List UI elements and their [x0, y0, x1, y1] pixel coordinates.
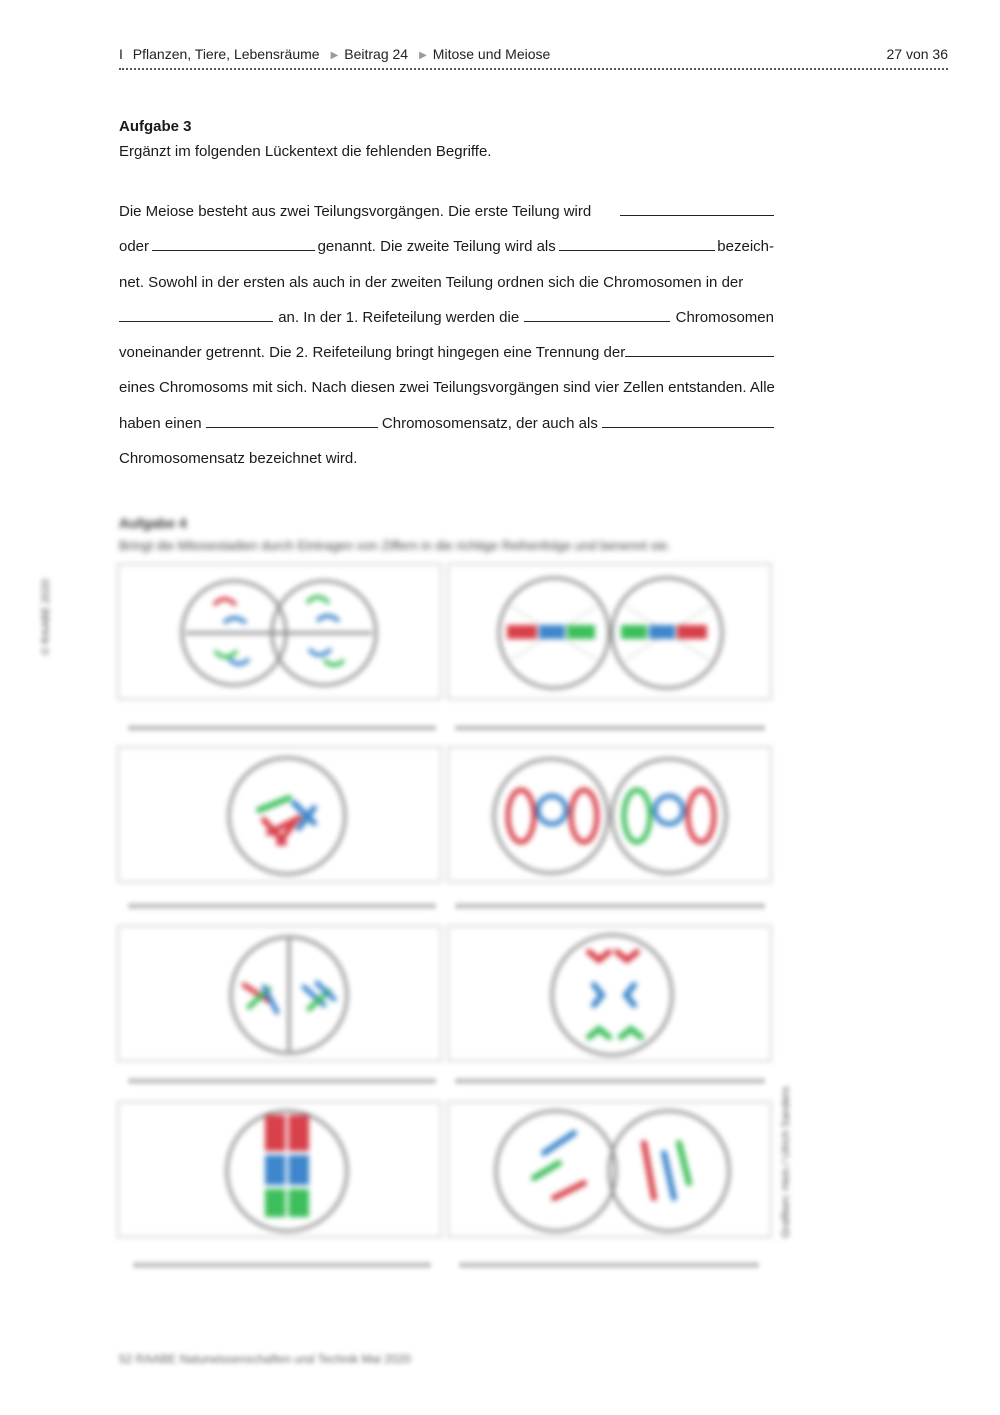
page-number: 27 von 36 — [886, 46, 948, 62]
stage-image-3 — [117, 746, 442, 883]
cloze-segment: haben einen — [119, 414, 202, 432]
cloze-blank[interactable] — [119, 307, 273, 322]
cloze-line — [119, 234, 774, 269]
graphics-credit: Grafiken: Hein / Ulrich Sanders — [780, 1086, 792, 1238]
copyright-side: © RAABE 2020 — [40, 579, 52, 655]
task3-title: Aufgabe 3 — [119, 118, 192, 135]
answer-line[interactable] — [128, 1078, 436, 1084]
stage-image-4 — [447, 746, 772, 883]
answer-line[interactable] — [455, 903, 765, 909]
triangle-icon: ▶ — [419, 50, 427, 61]
cloze-line — [119, 411, 774, 446]
cloze-segment: eines Chromosoms mit sich. Nach diesen zwei Teilungsvorgängen sind vier Zellen entstanden. Alle — [119, 379, 775, 397]
cloze-blank[interactable] — [206, 413, 378, 428]
task3-instruction: Ergänzt im folgenden Lückentext die fehlenden Begriffe. — [119, 143, 492, 160]
stage-image-1 — [117, 563, 442, 700]
answer-line[interactable] — [459, 1262, 759, 1268]
cloze-segment: bezeich- — [717, 238, 774, 256]
cloze-segment: Chromosomensatz, der auch als — [381, 414, 598, 432]
answer-line[interactable] — [455, 725, 765, 731]
cloze-blank[interactable] — [152, 236, 315, 251]
cloze-segment: an. In der 1. Reifeteilung werden die — [278, 308, 520, 326]
cloze-text — [119, 199, 774, 481]
cloze-blank[interactable] — [559, 236, 715, 251]
page-footer: 52 RAABE Naturwissenschaften und Technik Mai 2020 — [119, 1352, 411, 1366]
breadcrumb — [119, 46, 556, 62]
cloze-segment: genannt. Die zweite Teilung wird als — [317, 238, 556, 256]
cloze-segment: Chromosomen — [675, 308, 774, 326]
task4-instruction: Bringt die Mitosestadien durch Eintragen von Ziffern in die richtige Reihenfolge und benennt sie. — [119, 538, 671, 553]
cloze-segment: voneinander getrennt. Die 2. Reifeteilung bringt hingegen eine Trennung der — [119, 344, 626, 362]
breadcrumb-section: Pflanzen, Tiere, Lebensräume — [132, 46, 320, 62]
answer-line[interactable] — [128, 903, 436, 909]
cloze-blank[interactable] — [602, 413, 774, 428]
page-header — [119, 44, 948, 70]
cloze-line — [119, 199, 774, 234]
cloze-line — [119, 375, 774, 410]
cloze-segment: Chromosomensatz bezeichnet wird. — [119, 450, 358, 468]
cloze-segment: Die Meiose besteht aus zwei Teilungsvorgängen. Die erste Teilung wird — [119, 203, 592, 220]
answer-line[interactable] — [455, 1078, 765, 1084]
triangle-icon: ▶ — [330, 50, 339, 61]
cloze-line — [119, 270, 774, 305]
cloze-segment: net. Sowohl in der ersten als auch in der zweiten Teilung ordnen sich die Chromosomen in der — [119, 273, 744, 291]
stage-image-6 — [447, 925, 772, 1062]
cloze-line — [119, 340, 774, 375]
cloze-line — [119, 446, 774, 481]
cloze-line — [119, 305, 774, 340]
cloze-blank[interactable] — [524, 307, 670, 322]
answer-line[interactable] — [128, 725, 436, 731]
answer-line[interactable] — [133, 1262, 431, 1268]
breadcrumb-topic: Mitose und Meiose — [432, 46, 551, 62]
stage-image-7 — [117, 1101, 442, 1238]
stage-image-8 — [447, 1101, 772, 1238]
stage-image-2 — [447, 563, 772, 700]
cloze-blank[interactable] — [620, 201, 774, 216]
section-marker: I — [119, 46, 123, 62]
cloze-segment: oder — [119, 238, 150, 256]
task4-title: Aufgabe 4 — [119, 515, 187, 531]
breadcrumb-article: Beitrag 24 — [344, 46, 409, 62]
cloze-blank[interactable] — [625, 342, 774, 357]
stage-image-5 — [117, 925, 442, 1062]
